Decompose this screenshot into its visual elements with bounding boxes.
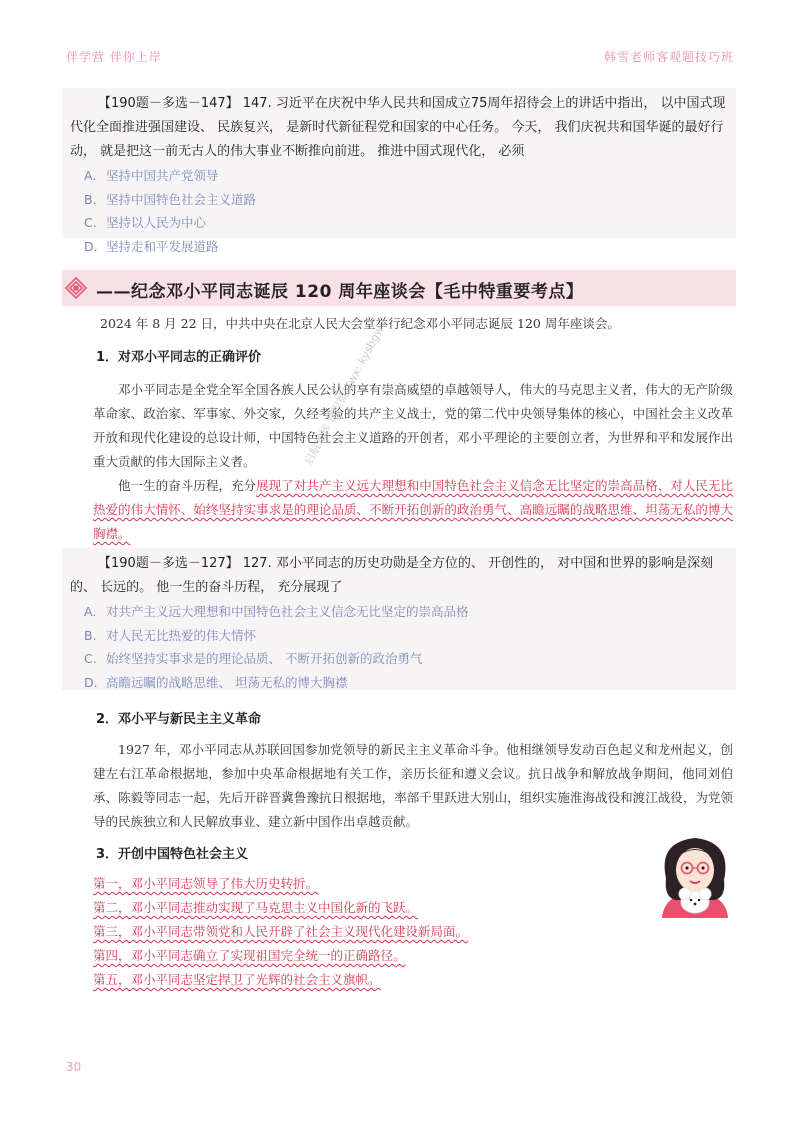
page-number: 30: [66, 1060, 82, 1074]
paragraph-evaluation: 邓小平同志是全党全军全国各族人民公认的享有崇高威望的卓越领导人，伟大的马克思主义者，伟大的无产阶级革命家、政治家、军事家、外交家，久经考验的共产主义战士，党的第二代中央领导集体的核心，中国社会主义改革开放和现代化建设的总设计师，中国特色社会主义道路的开创者，邓小平理论的主要创立者，为世界和平和发展作出重大贡献的伟大国际主义者。: [93, 382, 733, 469]
list-item-5: 第五，邓小平同志坚定捍卫了光辉的社会主义旗帜。: [93, 972, 381, 987]
teacher-avatar-icon: [652, 828, 738, 918]
question-127-box: [62, 548, 736, 690]
watermark-text: 启航光辉 课程微信wx: kysbgw: [301, 323, 387, 468]
question-147-option-d: D. 坚持走和平发展道路: [84, 238, 219, 254]
section-title-bar: [62, 270, 736, 306]
subheading-2: 2．邓小平与新民主主义革命: [96, 712, 262, 727]
diamond-knot-icon: [64, 276, 88, 300]
question-127-option-d: D. 高瞻远瞩的战略思维、 坦荡无私的博大胸襟: [84, 674, 348, 690]
list-item-2: 第二，邓小平同志推动实现了马克思主义中国化新的飞跃。: [93, 900, 419, 915]
list-item-1: 第一，邓小平同志领导了伟大历史转折。: [93, 876, 319, 891]
list-item-3: 第三，邓小平同志带领党和人民开辟了社会主义现代化建设新局面。: [93, 924, 469, 939]
list-item-4: 第四，邓小平同志确立了实现祖国完全统一的正确路径。: [93, 948, 406, 963]
question-147-option-a: A. 坚持中国共产党领导: [84, 168, 219, 183]
header-right-course: 韩雪老师客观题技巧班: [603, 50, 734, 64]
question-147-option-c: C. 坚持以人民为中心: [84, 215, 207, 230]
header-left-slogan: 伴学营 伴你上岸: [66, 50, 162, 64]
question-147-box: [62, 88, 736, 254]
section-title: ——纪念邓小平同志诞辰 120 周年座谈会【毛中特重要考点】: [96, 282, 584, 302]
highlighted-qualities: 展现了对共产主义远大理想和中国特色社会主义信念无比坚定的崇高品格、对人民无比热爱的伟大情怀、始终坚持实事求是的理论品质、不断开拓创新的政治勇气、高瞻远瞩的战略思维、坦荡无私的博大胸襟。: [93, 478, 733, 541]
paragraph-struggle: 他一生的奋斗历程，充分展现了对共产主义远大理想和中国特色社会主义信念无比坚定的崇高品格、对人民无比热爱的伟大情怀、始终坚持实事求是的理论品质、不断开拓创新的政治勇气、高瞻远瞩的战略思维、坦荡无私的博大胸襟。: [93, 478, 733, 541]
question-147-option-b: B. 坚持中国特色社会主义道路: [84, 191, 257, 207]
question-147-stem: 【190题－多选－147】 147. 习近平在庆祝中华人民共和国成立75周年招待会上的讲话中指出， 以中国式现代化全面推进强国建设、 民族复兴， 是新时代新征程党和国家的中心任务。 今天， 我们庆祝共和国华诞的最好行动， 就是把这一前无古人的伟大事业不断推向前进。 推进中国式现代化， 必须: [70, 96, 726, 159]
subheading-3: 3．开创中国特色社会主义: [96, 847, 249, 862]
question-127-option-c: C. 始终坚持实事求是的理论品质、 不断开拓创新的政治勇气: [84, 651, 423, 666]
question-127-option-a: A. 对共产主义远大理想和中国特色社会主义信念无比坚定的崇高品格: [84, 604, 469, 619]
intro-text: 2024 年 8 月 22 日，中共中央在北京人民大会堂举行纪念邓小平同志诞辰 120 周年座谈会。: [100, 316, 620, 331]
question-127-option-b: B. 对人民无比热爱的伟大情怀: [84, 627, 257, 643]
question-127-stem: 【190题－多选－127】 127. 邓小平同志的历史功勋是全方位的、 开创性的， 对中国和世界的影响是深刻的、 长远的。 他一生的奋斗历程， 充分展现了: [70, 556, 714, 595]
subheading-1: 1．对邓小平同志的正确评价: [96, 350, 262, 365]
paragraph-revolution: 1927 年，邓小平同志从苏联回国参加党领导的新民主主义革命斗争。他相继领导发动百色起义和龙州起义，创建左右江革命根据地，参加中央革命根据地有关工作，亲历长征和遵义会议。抗日战争和解放战争期间，他同刘伯承、陈毅等同志一起，先后开辟晋冀鲁豫抗日根据地，率部千里跃进大别山，组织实施淮海战役和渡江战役，为党领导的民族独立和人民解放事业、建立新中国作出卓越贡献。: [93, 742, 733, 829]
